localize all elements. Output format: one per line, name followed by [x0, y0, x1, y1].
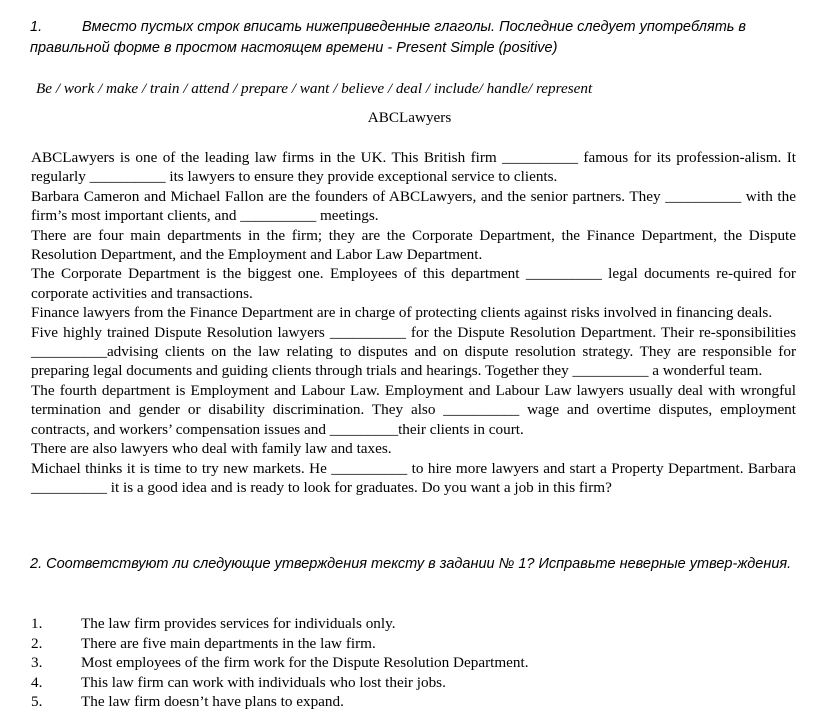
- statement-list: [31, 614, 791, 712]
- item-number: 5.: [31, 693, 43, 710]
- paragraph: The Corporate Department is the biggest one. Employees of this department __________ legal documents re-quired for corporate activities and transactions.: [31, 265, 796, 302]
- paragraph: There are four main departments in the firm; they are the Corporate Department, the Finance Department, the Dispute Resolution Department, and the Employment and Labor Law Department.: [31, 226, 796, 264]
- paragraph: Barbara Cameron and Michael Fallon are the founders of ABCLawyers, and the senior partners. They __________ with the firm’s most important clients, and __________ meetings.: [31, 187, 796, 225]
- list-item: [31, 634, 791, 654]
- item-text: Most employees of the firm work for the Dispute Resolution Department.: [81, 654, 529, 671]
- task1-instruction: [30, 17, 800, 59]
- list-item: [31, 614, 791, 634]
- paragraph: Finance lawyers from the Finance Department are in charge of protecting clients against risks involved in financing deals.: [31, 304, 773, 322]
- paragraph: Michael thinks it is time to try new markets. He __________ to hire more lawyers and start a Property Department. Barbara __________ it is a good idea and is ready to look for graduates. Do you want a job in this firm?: [31, 459, 796, 496]
- verb-list: Be / work / make / train / attend / prepare / want / believe / deal / include/ handle/ represent: [36, 80, 593, 97]
- list-item: [31, 673, 791, 693]
- paragraph: ABCLawyers is one of the leading law firms in the UK. This British firm __________ famous for its profession-alism. It regularly __________ its lawyers to ensure they provide exceptional service to clients.: [31, 149, 796, 186]
- list-item: [31, 653, 791, 673]
- item-text: The law firm doesn’t have plans to expand.: [81, 693, 344, 710]
- paragraph: The fourth department is Employment and Labour Law. Employment and Labour Law lawyers usually deal with wrongful termination and gender or disability discrimination. They also __________ wage and overtime disputes, employment contracts, and workers’ compensation issues and _________their clients in court.: [31, 381, 796, 438]
- task2-instruction: 2. Соответствуют ли следующие утверждения тексту в задании № 1? Исправьте неверные утвер-ждения.: [30, 556, 792, 572]
- item-number: 1.: [31, 615, 43, 632]
- paragraph: Five highly trained Dispute Resolution lawyers __________ for the Dispute Resolution Department. Their re-sponsibilities __________advising clients on the law relating to disputes and on dispute resolution strategy. They are responsible for preparing legal documents and guiding clients through trials and hearings. Together they __________ a wonderful team.: [31, 323, 796, 380]
- item-number: 4.: [31, 673, 43, 691]
- list-item: [31, 692, 791, 712]
- task1-number: 1.: [30, 19, 43, 35]
- item-text: There are five main departments in the law firm.: [81, 634, 376, 652]
- item-number: 2.: [31, 634, 43, 652]
- paragraph: There are also lawyers who deal with family law and taxes.: [31, 440, 392, 458]
- item-text: The law firm provides services for individuals only.: [81, 615, 396, 632]
- task1-text: Вместо пустых строк вписать нижеприведенные глаголы. Последние следует употреблять в правильной форме в простом настоящем времени - Present Simple (positive): [30, 19, 747, 56]
- item-text: This law firm can work with individuals who lost their jobs.: [81, 673, 446, 691]
- text-title: ABCLawyers: [367, 109, 452, 126]
- item-number: 3.: [31, 654, 43, 671]
- text-body: [31, 148, 796, 497]
